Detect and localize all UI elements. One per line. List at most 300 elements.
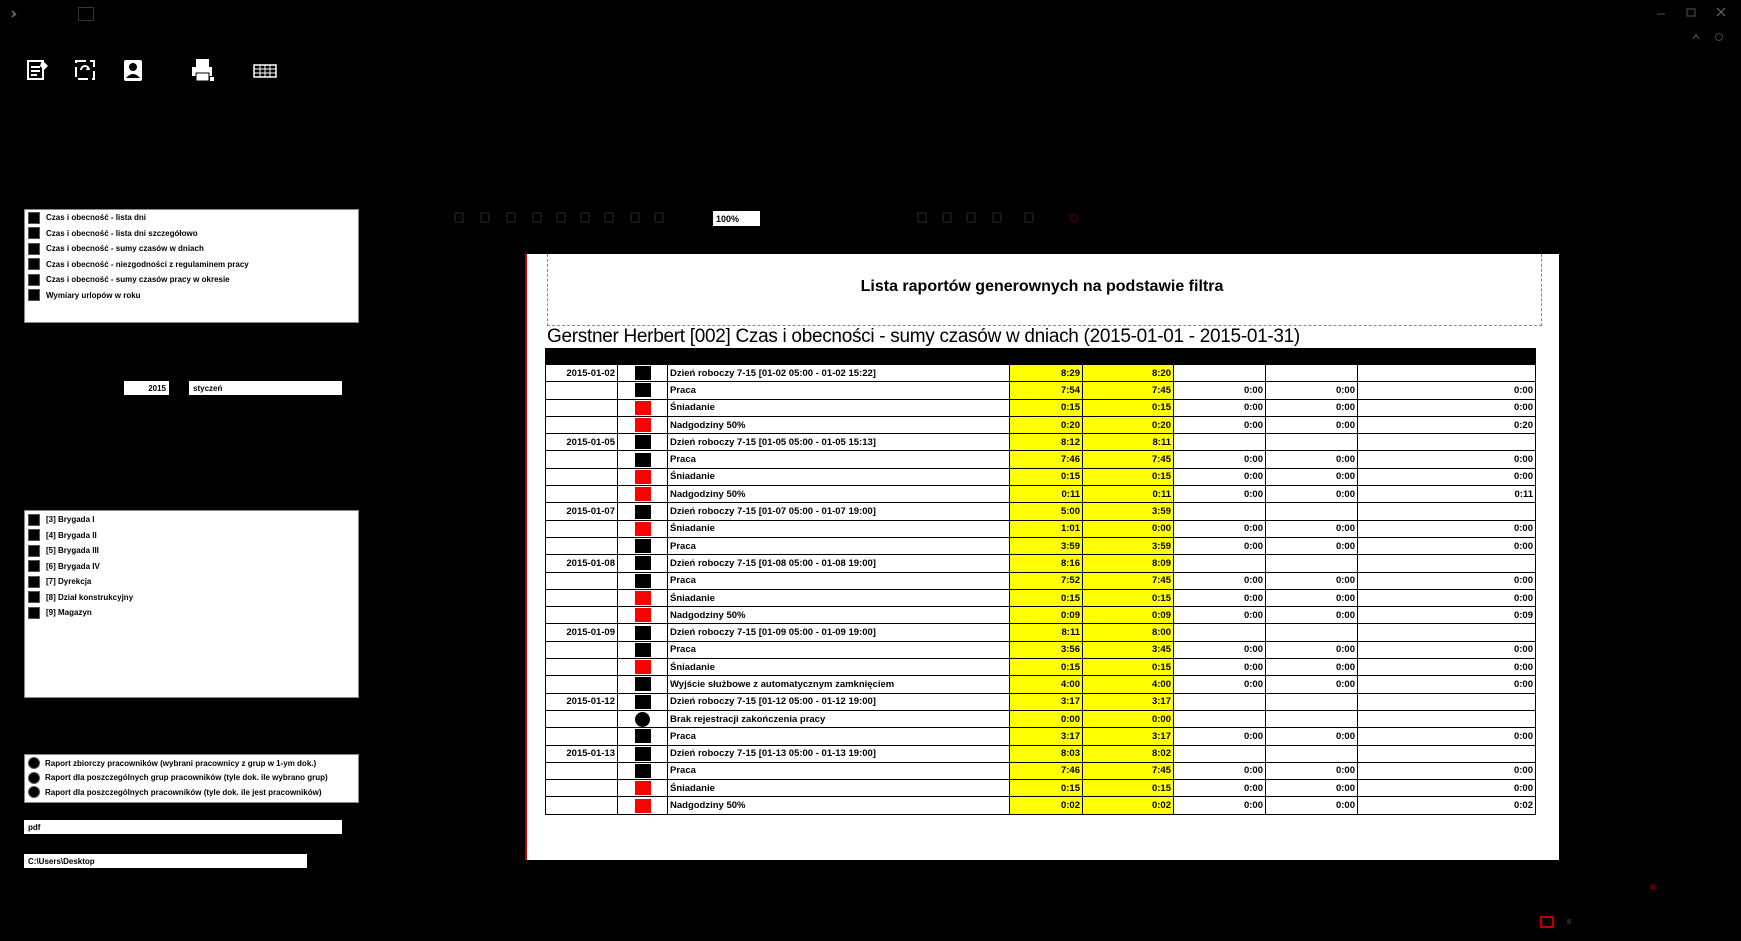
row-date [546, 710, 618, 727]
table-row [546, 693, 1536, 710]
status-square [635, 677, 651, 691]
status-square [635, 764, 651, 778]
row-date [546, 382, 618, 399]
row-marker [618, 486, 668, 503]
group-label: [9] Magazyn [46, 608, 92, 618]
report-option[interactable] [25, 756, 358, 771]
group-label: [7] Dyrekcja [46, 577, 92, 587]
row-description: Dzień roboczy 7-15 [01-07 05:00 - 01-07 19:00] [668, 503, 1010, 520]
status-square [635, 522, 651, 536]
status-square [635, 695, 651, 709]
group-label: [8] Dział konstrukcyjny [46, 592, 134, 602]
row-date: 2015-01-08 [546, 555, 618, 572]
row-time-3: 0:00 [1174, 589, 1266, 606]
row-time-5: 0:00 [1358, 468, 1536, 485]
checkbox[interactable] [28, 212, 40, 224]
row-time-4 [1266, 365, 1358, 382]
row-time-3: 0:00 [1174, 659, 1266, 676]
row-marker [618, 503, 668, 520]
row-time-2: 0:20 [1083, 416, 1174, 433]
row-time-1: 4:00 [1010, 676, 1083, 693]
group-item[interactable] [25, 605, 358, 621]
row-description: Śniadanie [668, 520, 1010, 537]
table-row [546, 624, 1536, 641]
report-type-label: Czas i obecność - lista dni [46, 213, 147, 223]
row-time-5 [1358, 365, 1536, 382]
row-time-3 [1174, 624, 1266, 641]
table-row [546, 572, 1536, 589]
row-date [546, 399, 618, 416]
row-marker [618, 607, 668, 624]
printer-icon[interactable] [188, 55, 218, 85]
row-time-5: 0:00 [1358, 676, 1536, 693]
status-square [635, 591, 651, 605]
row-time-4: 0:00 [1266, 676, 1358, 693]
row-time-5: 0:09 [1358, 607, 1536, 624]
table-row [546, 503, 1536, 520]
status-square [635, 505, 651, 519]
table-row [546, 399, 1536, 416]
row-time-2: 3:59 [1083, 537, 1174, 554]
report-type-item[interactable] [25, 226, 358, 242]
status-square [635, 366, 651, 380]
row-time-1: 8:12 [1010, 434, 1083, 451]
row-time-4: 0:00 [1266, 607, 1358, 624]
month-field[interactable]: styczeń [189, 381, 342, 395]
row-time-4 [1266, 693, 1358, 710]
quick-access-icon[interactable] [78, 7, 94, 21]
report-type-label: Czas i obecność - lista dni szczegółowo [46, 228, 198, 238]
row-date [546, 589, 618, 606]
report-type-item[interactable] [25, 210, 358, 226]
row-time-1: 7:46 [1010, 762, 1083, 779]
row-date [546, 537, 618, 554]
row-time-1: 0:15 [1010, 589, 1083, 606]
row-date [546, 659, 618, 676]
row-time-4 [1266, 503, 1358, 520]
row-time-5: 0:00 [1358, 382, 1536, 399]
row-time-2: 0:02 [1083, 797, 1174, 814]
checkbox[interactable] [28, 243, 40, 255]
maximize-icon[interactable] [1685, 6, 1697, 18]
document-edit-icon[interactable] [23, 55, 53, 85]
row-time-4 [1266, 624, 1358, 641]
row-time-5: 0:00 [1358, 451, 1536, 468]
row-time-2: 0:11 [1083, 486, 1174, 503]
table-row [546, 555, 1536, 572]
row-date [546, 607, 618, 624]
group-item[interactable] [25, 574, 358, 590]
row-time-3 [1174, 503, 1266, 520]
report-type-item[interactable] [25, 288, 358, 304]
row-time-1: 0:20 [1010, 416, 1083, 433]
radio-button[interactable] [28, 786, 40, 798]
table-row [546, 728, 1536, 745]
row-time-2: 0:15 [1083, 589, 1174, 606]
row-time-1: 0:00 [1010, 710, 1083, 727]
status-square [635, 383, 651, 397]
table-row [546, 451, 1536, 468]
status-square [635, 539, 651, 553]
row-time-5 [1358, 503, 1536, 520]
checkbox[interactable] [28, 289, 40, 301]
row-time-2: 7:45 [1083, 451, 1174, 468]
row-time-3: 0:00 [1174, 468, 1266, 485]
status-circle [635, 712, 650, 727]
row-date [546, 762, 618, 779]
row-marker [618, 416, 668, 433]
table-row [546, 486, 1536, 503]
status-square [635, 435, 651, 449]
checkbox[interactable] [28, 529, 40, 541]
table-row [546, 710, 1536, 727]
checkbox[interactable] [28, 274, 40, 286]
row-marker [618, 589, 668, 606]
table-row [546, 676, 1536, 693]
row-date [546, 641, 618, 658]
report-type-label: Czas i obecność - niezgodności z regulaminem pracy [46, 259, 249, 269]
format-field[interactable]: pdf [24, 820, 342, 834]
row-marker [618, 468, 668, 485]
row-time-3: 0:00 [1174, 641, 1266, 658]
row-time-4 [1266, 555, 1358, 572]
person-icon[interactable] [118, 55, 148, 85]
row-time-5 [1358, 624, 1536, 641]
row-time-1: 0:15 [1010, 659, 1083, 676]
report-type-label: Wymiary urlopów w roku [46, 290, 141, 300]
row-date [546, 520, 618, 537]
row-marker [618, 745, 668, 762]
row-time-2: 0:09 [1083, 607, 1174, 624]
status-square [635, 556, 651, 570]
row-description: Śniadanie [668, 399, 1010, 416]
group-label: [4] Brygada II [46, 530, 97, 540]
row-time-3: 0:00 [1174, 780, 1266, 797]
group-item[interactable] [25, 590, 358, 606]
report-preview [525, 254, 1559, 860]
row-date [546, 416, 618, 433]
status-square [635, 574, 651, 588]
row-time-4: 0:00 [1266, 797, 1358, 814]
table-row [546, 589, 1536, 606]
row-description: Nadgodziny 50% [668, 607, 1010, 624]
row-time-2: 7:45 [1083, 572, 1174, 589]
row-marker [618, 572, 668, 589]
row-description: Praca [668, 728, 1010, 745]
row-time-1: 8:11 [1010, 624, 1083, 641]
row-time-1: 1:01 [1010, 520, 1083, 537]
report-type-list [24, 209, 359, 323]
row-description: Śniadanie [668, 780, 1010, 797]
table-row [546, 659, 1536, 676]
row-time-5: 0:00 [1358, 728, 1536, 745]
group-item[interactable] [25, 559, 358, 575]
group-label: [6] Brygada IV [46, 561, 100, 571]
row-marker [618, 382, 668, 399]
table-row [546, 468, 1536, 485]
table-row [546, 416, 1536, 433]
report-options [24, 754, 359, 803]
pin-icon[interactable] [1649, 883, 1657, 893]
row-time-5: 0:20 [1358, 416, 1536, 433]
row-date [546, 728, 618, 745]
row-marker [618, 434, 668, 451]
checkbox[interactable] [28, 591, 40, 603]
row-marker [618, 537, 668, 554]
row-time-4: 0:00 [1266, 451, 1358, 468]
row-marker [618, 797, 668, 814]
row-description: Dzień roboczy 7-15 [01-09 05:00 - 01-09 19:00] [668, 624, 1010, 641]
row-date: 2015-01-05 [546, 434, 618, 451]
row-time-3 [1174, 710, 1266, 727]
row-time-3: 0:00 [1174, 486, 1266, 503]
page-edge [525, 254, 527, 860]
row-time-3: 0:00 [1174, 537, 1266, 554]
row-date [546, 468, 618, 485]
row-time-4: 0:00 [1266, 762, 1358, 779]
close-icon[interactable] [1715, 6, 1727, 18]
table-row [546, 520, 1536, 537]
row-time-4: 0:00 [1266, 641, 1358, 658]
row-time-5: 0:00 [1358, 399, 1536, 416]
row-date [546, 451, 618, 468]
row-time-2: 8:00 [1083, 624, 1174, 641]
row-time-5: 0:00 [1358, 659, 1536, 676]
row-time-1: 7:54 [1010, 382, 1083, 399]
group-item[interactable] [25, 543, 358, 559]
checkbox[interactable] [28, 545, 40, 557]
table-header [546, 349, 1536, 365]
row-description: Dzień roboczy 7-15 [01-12 05:00 - 01-12 19:00] [668, 693, 1010, 710]
row-time-4: 0:00 [1266, 382, 1358, 399]
report-type-item[interactable] [25, 257, 358, 273]
row-time-5: 0:00 [1358, 780, 1536, 797]
row-time-1: 0:11 [1010, 486, 1083, 503]
row-marker [618, 555, 668, 572]
table-row [546, 382, 1536, 399]
report-table [545, 348, 1536, 815]
row-date [546, 486, 618, 503]
row-marker [618, 641, 668, 658]
group-label: [3] Brygada I [46, 515, 95, 525]
row-time-2: 0:15 [1083, 399, 1174, 416]
checkbox[interactable] [28, 560, 40, 572]
row-date: 2015-01-02 [546, 365, 618, 382]
group-item[interactable] [25, 528, 358, 544]
row-time-4: 0:00 [1266, 537, 1358, 554]
row-time-2: 3:45 [1083, 641, 1174, 658]
row-time-5: 0:00 [1358, 762, 1536, 779]
row-description: Praca [668, 572, 1010, 589]
report-option[interactable] [25, 771, 358, 786]
row-description: Wyjście służbowe z automatycznym zamknięciem [668, 676, 1010, 693]
row-date: 2015-01-13 [546, 745, 618, 762]
radio-button[interactable] [28, 772, 40, 784]
radio-button[interactable] [28, 757, 40, 769]
row-description: Śniadanie [668, 468, 1010, 485]
status-square [635, 608, 651, 622]
row-time-4: 0:00 [1266, 520, 1358, 537]
report-type-item[interactable] [25, 272, 358, 288]
row-time-3 [1174, 365, 1266, 382]
row-time-1: 0:09 [1010, 607, 1083, 624]
row-date: 2015-01-09 [546, 624, 618, 641]
status-square [635, 470, 651, 484]
checkbox[interactable] [28, 514, 40, 526]
help-icon[interactable] [1714, 32, 1724, 42]
checkbox[interactable] [28, 576, 40, 588]
row-time-4: 0:00 [1266, 468, 1358, 485]
row-time-5 [1358, 745, 1536, 762]
row-marker [618, 693, 668, 710]
row-description: Nadgodziny 50% [668, 486, 1010, 503]
report-type-label: Czas i obecność - sumy czasów pracy w okresie [46, 275, 230, 285]
row-time-5: 0:00 [1358, 589, 1536, 606]
status-square [635, 626, 651, 640]
row-time-1: 3:17 [1010, 693, 1083, 710]
row-description: Nadgodziny 50% [668, 797, 1010, 814]
row-time-2: 0:15 [1083, 780, 1174, 797]
status-bar [0, 915, 1741, 941]
row-time-4: 0:00 [1266, 416, 1358, 433]
status-square [635, 747, 651, 761]
row-date [546, 780, 618, 797]
row-marker [618, 762, 668, 779]
groups-list [24, 510, 359, 698]
row-time-3: 0:00 [1174, 797, 1266, 814]
status-square [635, 799, 651, 813]
row-time-4 [1266, 745, 1358, 762]
row-description: Nadgodziny 50% [668, 416, 1010, 433]
row-time-2: 3:17 [1083, 728, 1174, 745]
row-time-1: 3:56 [1010, 641, 1083, 658]
status-indicator [1567, 919, 1571, 924]
table-icon[interactable] [250, 55, 280, 85]
status-square [635, 781, 651, 795]
row-marker [618, 365, 668, 382]
table-row [546, 797, 1536, 814]
row-time-1: 8:16 [1010, 555, 1083, 572]
status-alert-icon[interactable] [1540, 916, 1554, 928]
row-description: Dzień roboczy 7-15 [01-05 05:00 - 01-05 15:13] [668, 434, 1010, 451]
row-marker [618, 659, 668, 676]
row-description: Dzień roboczy 7-15 [01-02 05:00 - 01-02 15:22] [668, 365, 1010, 382]
row-time-5 [1358, 555, 1536, 572]
row-marker [618, 624, 668, 641]
app-menu-icon[interactable] [10, 8, 22, 23]
row-time-5 [1358, 710, 1536, 727]
row-time-1: 0:15 [1010, 468, 1083, 485]
row-time-1: 0:15 [1010, 399, 1083, 416]
row-time-5: 0:02 [1358, 797, 1536, 814]
report-option[interactable] [25, 785, 358, 800]
row-time-1: 8:03 [1010, 745, 1083, 762]
row-time-5: 0:00 [1358, 641, 1536, 658]
path-field[interactable]: C:\Users\Desktop [24, 854, 307, 868]
row-time-5: 0:00 [1358, 537, 1536, 554]
row-marker [618, 676, 668, 693]
status-square [635, 643, 651, 657]
table-row [546, 641, 1536, 658]
row-time-1: 5:00 [1010, 503, 1083, 520]
status-square [635, 453, 651, 467]
row-time-4: 0:00 [1266, 659, 1358, 676]
row-description: Brak rejestracji zakończenia pracy [668, 710, 1010, 727]
row-marker [618, 728, 668, 745]
row-time-1: 0:15 [1010, 780, 1083, 797]
group-label: [5] Brygada III [46, 546, 99, 556]
row-time-4 [1266, 710, 1358, 727]
row-time-3: 0:00 [1174, 382, 1266, 399]
row-description: Praca [668, 641, 1010, 658]
status-square [635, 487, 651, 501]
table-row [546, 537, 1536, 554]
title-bar [0, 0, 1741, 28]
row-time-2: 8:02 [1083, 745, 1174, 762]
report-heading: Gerstner Herbert [002] Czas i obecności - sumy czasów w dniach (2015-01-01 - 2015-01-31) [547, 326, 1300, 347]
row-description: Praca [668, 382, 1010, 399]
row-date: 2015-01-07 [546, 503, 618, 520]
checkbox[interactable] [28, 607, 40, 619]
row-time-5 [1358, 693, 1536, 710]
report-title: Lista raportów generownych na podstawie filtra [860, 278, 1224, 295]
row-description: Dzień roboczy 7-15 [01-13 05:00 - 01-13 19:00] [668, 745, 1010, 762]
row-time-2: 4:00 [1083, 676, 1174, 693]
row-description: Praca [668, 537, 1010, 554]
row-time-1: 3:17 [1010, 728, 1083, 745]
row-description: Śniadanie [668, 659, 1010, 676]
report-option-label: Raport dla poszczególnych grup pracowników (tyle dok. ile wybrano grup) [45, 773, 328, 783]
row-marker [618, 710, 668, 727]
year-field[interactable]: 2015 [124, 381, 169, 395]
checkbox[interactable] [28, 258, 40, 270]
minimize-icon[interactable] [1655, 6, 1667, 18]
group-item[interactable] [25, 512, 358, 528]
zoom-field[interactable]: 100% [713, 211, 760, 226]
row-time-5: 0:00 [1358, 572, 1536, 589]
report-type-item[interactable] [25, 241, 358, 257]
row-description: Dzień roboczy 7-15 [01-08 05:00 - 01-08 19:00] [668, 555, 1010, 572]
row-time-3 [1174, 693, 1266, 710]
collapse-ribbon-icon[interactable] [1691, 32, 1701, 42]
row-description: Śniadanie [668, 589, 1010, 606]
row-description: Praca [668, 451, 1010, 468]
row-time-3: 0:00 [1174, 728, 1266, 745]
row-date: 2015-01-12 [546, 693, 618, 710]
row-time-3: 0:00 [1174, 520, 1266, 537]
row-marker [618, 520, 668, 537]
row-time-1: 7:46 [1010, 451, 1083, 468]
row-time-4: 0:00 [1266, 728, 1358, 745]
row-time-2: 0:15 [1083, 659, 1174, 676]
row-time-3: 0:00 [1174, 607, 1266, 624]
row-marker [618, 451, 668, 468]
row-time-3: 0:00 [1174, 399, 1266, 416]
row-time-2: 0:15 [1083, 468, 1174, 485]
row-date [546, 572, 618, 589]
checkbox[interactable] [28, 227, 40, 239]
row-time-1: 3:59 [1010, 537, 1083, 554]
row-time-2: 3:59 [1083, 503, 1174, 520]
row-time-1: 0:02 [1010, 797, 1083, 814]
row-time-2: 7:45 [1083, 382, 1174, 399]
row-time-3 [1174, 434, 1266, 451]
row-time-1: 7:52 [1010, 572, 1083, 589]
row-date [546, 676, 618, 693]
refresh-icon[interactable] [70, 55, 100, 85]
row-date [546, 797, 618, 814]
row-time-5 [1358, 434, 1536, 451]
